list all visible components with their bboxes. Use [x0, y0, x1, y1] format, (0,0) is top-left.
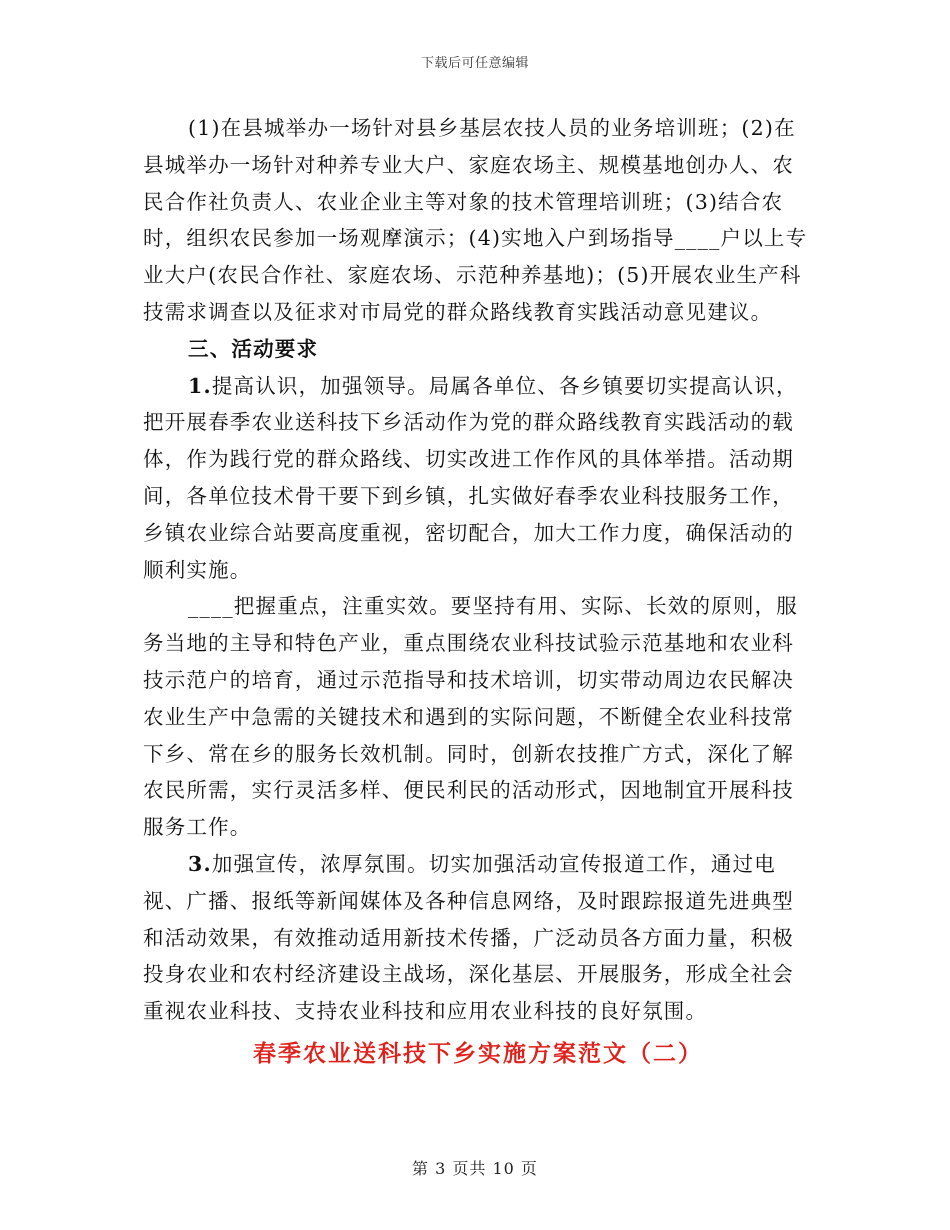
paragraph-item-1: [143, 368, 813, 589]
document-subtitle: 春季农业送科技下乡实施方案范文（二）: [253, 1039, 703, 1067]
paragraph-activities: (1)在县城举办一场针对县乡基层农技人员的业务培训班；(2)在县城举办一场针对种养专业大户、家庭农场主、规模基地创办人、农民合作社负责人、农业企业主等对象的技术管理培训班；(3)结合农时，组织农民参加一场观摩演示；(4)实地入户到场指导____户以上专业大户(农民合作社、家庭农场、示范种养基地)；(5)开展农业生产科技需求调查以及征求对市局党的群众路线教育实践活动意见建议。: [143, 116, 808, 324]
page-header: 下载后可任意编辑: [420, 56, 529, 71]
page-footer: 第 3 页共 10 页: [412, 1159, 538, 1178]
item-1-number: 1.: [188, 373, 212, 398]
item-3-text: 加强宣传，浓厚氛围。切实加强活动宣传报道工作，通过电视、广播、报纸等新闻媒体及各种信息网络，及时跟踪报道先进典型和活动效果，有效推动适用新技术传播，广泛动员各方面力量，积极投身农业和农村经济建设主战场，深化基层、开展服务，形成全社会重视农业科技、支持农业科技和应用农业科技的良好氛围。: [143, 851, 794, 1024]
document-body: [143, 110, 813, 1074]
paragraph-item-3: [143, 846, 813, 1030]
paragraph-item-2: ____把握重点，注重实效。要坚持有用、实际、长效的原则，服务当地的主导和特色产业，重点围绕农业科技试验示范基地和农业科技示范户的培育，通过示范指导和技术培训，切实带动周边农民解决农业生产中急需的关键技术和遇到的实际问题，不断健全农业科技常下乡、常在乡的服务长效机制。同时，创新农技推广方式，深化了解农民所需，实行灵活多样、便民利民的活动形式，因地制宜开展科技服务工作。: [143, 594, 798, 840]
section-heading-requirements: 三、活动要求: [188, 336, 319, 361]
item-1-text: 提高认识，加强领导。局属各单位、各乡镇要切实提高认识，把开展春季农业送科技下乡活动作为党的群众路线教育实践活动的载体，作为践行党的群众路线、切实改进工作作风的具体举措。活动期间，各单位技术骨干要下到乡镇，扎实做好春季农业科技服务工作，乡镇农业综合站要高度重视，密切配合，加大工作力度，确保活动的顺利实施。: [143, 373, 798, 582]
item-3-number: 3.: [188, 851, 212, 876]
